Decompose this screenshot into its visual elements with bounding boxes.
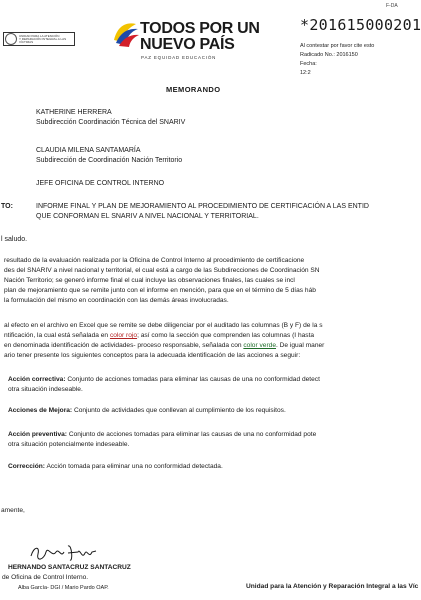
logo-text-line-1: UNIDAD PARA LA ATENCIÓN	[19, 33, 60, 38]
body-p2-line-3-rest: . De igual maner	[276, 342, 325, 349]
body-p2-line-3	[4, 342, 400, 349]
signer-name: HERNANDO SANTACRUZ SANTACRUZ	[8, 564, 131, 571]
greeting: l saludo.	[1, 236, 28, 243]
radicado-number: *201615000201	[300, 16, 421, 34]
definition-correction	[8, 463, 400, 470]
footer-entity-name: Unidad para la Atención y Reparación Integral a las Víc	[246, 583, 419, 590]
body-p2-line-3-text: en denominada identificación de actividades- proceso responsable, señalada con	[4, 342, 244, 349]
body-p1-line-1: resultado de la evaluación realizada por la Oficina de Control Interno al procedimiento de certificacione	[4, 257, 305, 264]
gov-motto: PAZ EQUIDAD EDUCACIÓN	[141, 55, 217, 60]
gov-slogan-line-2: NUEVO PAÍS	[140, 36, 235, 53]
definition-corrective	[8, 376, 400, 383]
subject-line-2: QUE CONFORMAN EL SNARIV A NIVEL NACIONAL Y TERRITORIAL.	[36, 213, 259, 220]
recipient-1-name: KATHERINE HERRERA	[36, 109, 112, 116]
form-code: F-DA	[386, 3, 398, 9]
body-p1-line-2: des del SNARIV a nivel nacional y territorial, el cual está a cargo de las Subdirecciones de Coordinación SN	[4, 267, 320, 274]
sender: JEFE OFICINA DE CONTROL INTERNO	[36, 180, 165, 187]
seal-icon	[5, 33, 17, 45]
logo-text-line-2: Y REPARACIÓN INTEGRAL A LAS VÍCTIMAS	[19, 36, 67, 44]
definition-corrective-term: Acción correctiva:	[8, 376, 66, 383]
body-p1-line-3: Nación Territorio; se generó informe final el cual incluye las observaciones finales, las cuales se incl	[4, 277, 295, 284]
recipient-2-name: CLAUDIA MILENA SANTAMARÍA	[36, 147, 141, 154]
handwritten-signature	[28, 540, 98, 566]
drafted-by: Alba García- DGI / Mario Pardo OAP.	[18, 585, 109, 591]
definition-preventive-line-2: otra situación potencialmente indeseable.	[8, 441, 130, 448]
definition-correction-text: Acción tomada para eliminar una no conformidad detectada.	[45, 463, 223, 470]
closing: amente,	[1, 507, 25, 514]
radicado-instruction: Al contestar por favor cite esto	[300, 43, 375, 49]
radicado-date-label: Fecha:	[300, 61, 317, 67]
green-color-reference: color verde	[243, 342, 276, 349]
signer-title: de Oficina de Control Interno.	[2, 574, 89, 581]
body-p2-line-2	[4, 332, 400, 339]
subject-label: TO:	[1, 203, 13, 210]
definition-corrective-line-2: otra situación indeseable.	[8, 386, 83, 393]
radicado-label: Radicado No.: 2016150	[300, 52, 358, 58]
definition-preventive-text: Conjunto de acciones tomadas para eliminar las causas de una no conformidad pote	[67, 431, 317, 438]
definition-correction-term: Corrección:	[8, 463, 46, 470]
definition-improvement-term: Acciones de Mejora:	[8, 407, 73, 414]
body-p2-line-1: al efecto en el archivo en Excel que se remite se debe diligenciar por el auditado las columnas (B y F) de la s	[4, 322, 323, 329]
definition-preventive-term: Acción preventiva:	[8, 431, 67, 438]
definition-preventive	[8, 431, 400, 438]
government-flag-icon	[110, 18, 140, 48]
body-p1-line-5: la formulación del mismo en coordinación con las demás áreas involucradas.	[4, 297, 229, 304]
subject-line-1: INFORME FINAL Y PLAN DE MEJORAMIENTO AL PROCEDIMIENTO DE CERTIFICACIÓN A LAS ENTID	[36, 203, 369, 210]
gov-slogan-line-1: TODOS POR UN	[140, 20, 260, 37]
body-p2-line-2-text: ntificación, la cual está señalada en	[4, 332, 110, 339]
unit-logo	[3, 32, 75, 46]
radicado-time: 12:2	[300, 70, 311, 76]
definition-improvement	[8, 407, 400, 414]
body-p2-line-4: ario tener presente los siguientes conceptos para la adecuada identificación de las acciones a seguir:	[4, 352, 301, 359]
definition-corrective-text: Conjunto de acciones tomadas para eliminar las causas de una no conformidad detect	[65, 376, 320, 383]
recipient-2-department: Subdirección de Coordinación Nación Territorio	[36, 157, 183, 164]
definition-improvement-text: Conjunto de actividades que conllevan al cumplimiento de los requisitos.	[72, 407, 286, 414]
body-p1-line-4: plan de mejoramiento que se remite junto con el informe en mención, para que en el término de 5 días háb	[4, 287, 316, 294]
body-p2-line-2-rest: ; así como la sección que comprenden las columnas (I hasta	[137, 332, 315, 339]
red-color-reference: color rojo	[109, 332, 138, 339]
memo-title: MEMORANDO	[166, 85, 221, 94]
recipient-1-department: Subdirección Coordinación Técnica del SNARIV	[36, 119, 186, 126]
